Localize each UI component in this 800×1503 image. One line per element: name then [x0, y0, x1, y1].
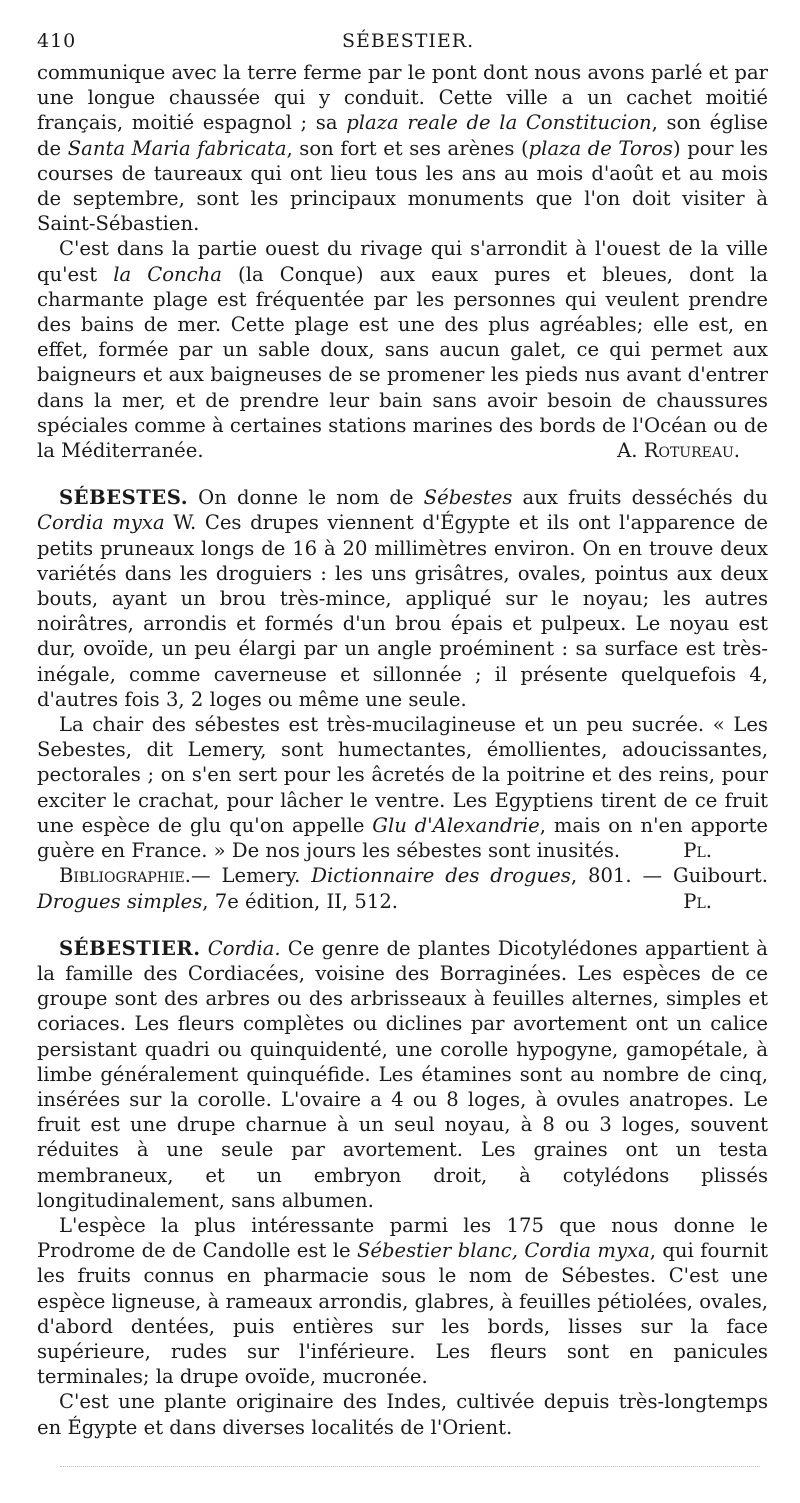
text-run: Ce genre de plantes Dicotylédones appartient à la famille des Cordiacées, voisine des Borraginées. Les espèces de ce groupe sont des arbres ou des arbrisseaux à feuilles alternes, simples et coriaces. Les fleurs complètes ou diclines par avortement ont un calice persistant quadri ou quinquidenté, une corolle hypogyne, gamopétale, à limbe généralement quinquéfide. Les étamines sont au nombre de cinq, insérées sur la corolle. L'ovaire a 4 ou 8 loges, à ovules anatropes. Le fruit est une drupe charnue à un seul noyau, à 8 ou 3 loges, souvent réduites à une seule par avortement. Les graines ont un testa membraneux, et un embryon droit, à cotylédons plissés longitudinalement, sans albumen.: [37, 936, 768, 1212]
entry-sebestes: [37, 485, 768, 712]
text-run: , qui fournit les fruits connus en pharmacie sous le nom de Sébestes. C'est une espèce ligneuse, à rameaux arrondis, glabres, à feuilles pétiolées, ovales, d'abord dentées, puis entières sur les bords, lisses sur la face supérieure, rudes sur l'inférieure. Les fleurs sont en panicules terminales; la drupe ovoïde, mucronée.: [37, 1239, 768, 1389]
text-run: ) pour les courses de taureaux qui ont lieu tous les ans au mois d'août et au mois de septembre, sont les principaux monuments que l'on doit visiter à Saint-Sébastien.: [37, 136, 769, 236]
text-run: W. Ces drupes viennent d'Égypte et ils ont l'apparence de petits pruneaux longs de 16 à 20 millimètres environ. On en trouve deux variétés dans les droguiers : les uns grisâtres, ovales, pointus aux deux bouts, ayant un brou très-mince, appliqué sur le noyau; les autres noirâtres, arrondis et formés d'un brou épais et pulpeux. Le noyau est dur, ovoïde, un peu élargi par un angle proéminent : sa surface est très-inégale, comme caverneuse et sillonnée ; il présente quelquefois 4, d'autres fois 3, 2 loges ou même une seule.: [37, 511, 768, 711]
italic-run: Drogues simples: [37, 889, 203, 913]
bibliography: [37, 863, 768, 913]
text-run: (la Conque) aux eaux pures et bleues, dont la charmante plage est fréquentée par les personnes qui veulent prendre des bains de mer. Cette plage est une des plus agréables; elle est, en effet, formée par un sable doux, sans aucun galet, ce qui permet aux baigneurs et aux baigneuses de se promener les pieds nus avant d'entrer dans la mer, et de prendre leur bain sans avoir besoin de chaussures spéciales comme à certaines stations marines des bords de l'Océan ou de la Méditerranée.: [37, 262, 768, 463]
text-run: , 801. — Guibourt.: [570, 864, 768, 888]
text-run: L'espèce la plus intéressante parmi les 175 que nous donne le Prodrome de de Candolle est le: [37, 1213, 768, 1263]
italic-run: Dictionnaire des drogues: [311, 864, 571, 888]
italic-run: Santa Maria fabricata: [67, 136, 287, 160]
author-signature: A. Rotureau.: [617, 439, 740, 463]
text-run: , 7e édition, II, 512.: [202, 889, 399, 913]
paragraph-sebestes-chair: [37, 712, 768, 863]
text-run: La chair des sébestes est très-mucilagineuse et un peu sucrée. « Les Sebestes, dit Lemery, sont humectantes, émollientes, adoucissantes, pectorales ; on s'en sert pour les âcretés de la poitrine et des reins, pour exciter le crachat, pour lâcher le ventre. Les Egyptiens tirent de ce fruit une espèce de glu qu'on appelle: [37, 713, 768, 837]
paragraph-sebestier-blanc: [37, 1213, 768, 1389]
text-run: C'est dans la partie ouest du rivage qui s'arrondit à l'ouest de la ville qu'est: [37, 237, 768, 286]
italic-run: Sébestes: [423, 486, 513, 510]
text-run: , son fort et ses arènes (: [286, 136, 529, 160]
footer-rule: [60, 1466, 760, 1467]
italic-run: plaza reale de la Constitucion: [346, 111, 652, 135]
entry-headword: SÉBESTES.: [59, 486, 189, 510]
text-run: — Lemery.: [190, 864, 312, 888]
italic-run: plaza de Toros: [528, 136, 673, 160]
running-title: SÉBESTIER.: [342, 30, 475, 52]
italic-run: Sébestier blanc, Cordia myxa: [356, 1239, 650, 1263]
italic-run: la Concha: [113, 262, 222, 286]
text-run: On donne le nom de: [188, 486, 424, 510]
text-run: communique avec la terre ferme par le pont dont nous avons parlé et par une longue chaussée qui y conduit. Cette ville a un cachet moitié français, moitié espagnol ; sa: [37, 61, 768, 135]
text-run: C'est une plante originaire des Indes, cultivée depuis très-longtemps en Égypte et dans diverses localités de l'Orient.: [37, 1390, 768, 1439]
italic-run: Cordia myxa: [37, 511, 165, 535]
entry-sebestier: [37, 936, 768, 1213]
author-signature: Pl.: [683, 889, 712, 913]
section-gap: [37, 914, 768, 936]
author-signature: Pl.: [683, 839, 712, 863]
entry-headword: SÉBESTIER.: [59, 936, 201, 960]
italic-run: Glu d'Alexandrie: [372, 813, 540, 837]
italic-run: Cordia.: [207, 936, 281, 960]
paragraph-sebestier-origine: [37, 1389, 768, 1439]
running-head: [37, 26, 768, 60]
page-number: 410: [37, 30, 77, 52]
text-run: , mais on n'en apporte guère en France. » De nos jours les sébestes sont inusités.: [37, 813, 768, 863]
text-run: , son église de: [37, 111, 768, 160]
body-text: [37, 60, 768, 1440]
paragraph-saint-sebastien-continued: [37, 60, 768, 236]
paragraph-la-concha: [37, 236, 768, 463]
text-run: aux fruits desséchés du: [512, 486, 768, 510]
bibliography-label: Bibliographie.: [59, 864, 191, 888]
section-gap: [37, 463, 768, 485]
